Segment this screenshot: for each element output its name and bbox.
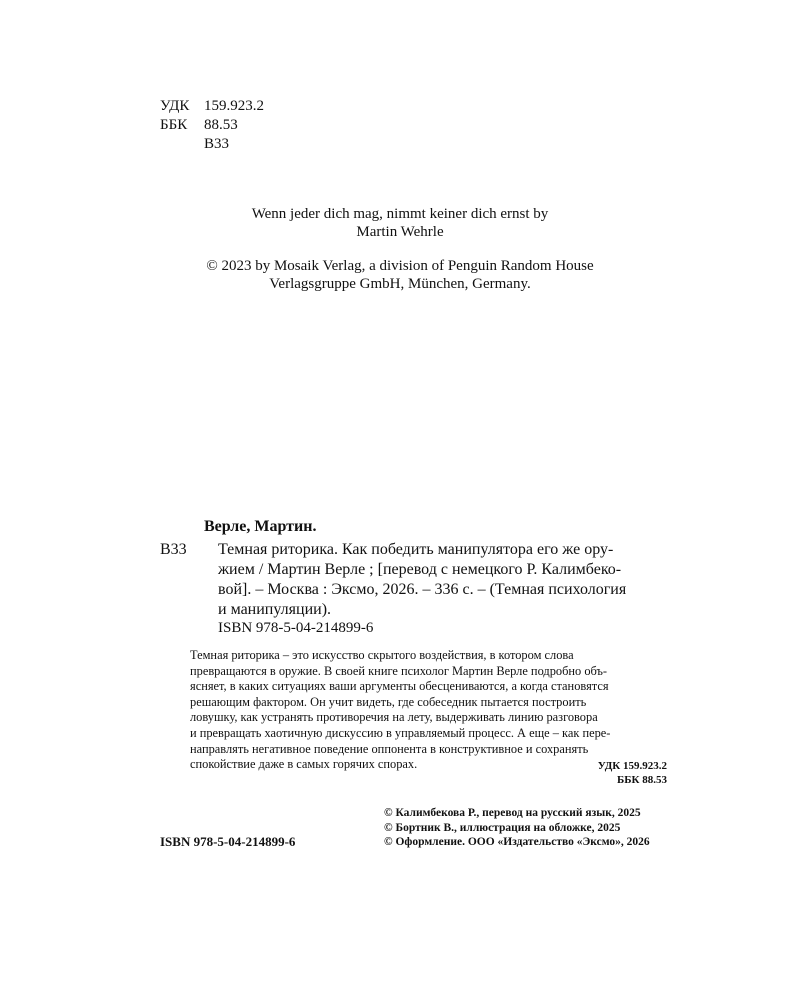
annotation-line: превращаются в оружие. В своей книге психолог Мартин Верле подробно объ- [190, 663, 608, 678]
record-line: жием / Мартин Верле ; [перевод с немецкого Р. Калимбеко- [218, 561, 622, 578]
record-line: и манипуляции). [218, 601, 332, 618]
annotation-line: Темная риторика – это искусство скрытого воздействия, в котором слова [190, 648, 574, 662]
original-copyright [150, 257, 650, 293]
annotation-classification [560, 759, 667, 787]
original-title-line: Wenn jeder dich mag, nimmt keiner dich ernst by [251, 206, 549, 222]
credits-block [384, 806, 650, 850]
author-code: В33 [204, 136, 230, 152]
classification-block [160, 97, 264, 154]
credit-line: © Калимбекова Р., перевод на русский язык, 2025 [384, 807, 641, 819]
record-isbn: ISBN 978-5-04-214899-6 [218, 620, 374, 636]
footer-isbn: ISBN 978-5-04-214899-6 [160, 834, 296, 849]
copyright-line: © 2023 by Mosaik Verlag, a division of Penguin Random House [206, 258, 594, 274]
udk-value: 159.923.2 [204, 98, 264, 114]
original-author-line: Martin Wehrle [356, 224, 444, 240]
annotation-line: и превращать хаотичную дискуссию в управляемый процесс. А еще – как пере- [190, 725, 611, 740]
annotation-line: решающим фактором. Он учит видеть, где собеседник пытается построить [190, 694, 587, 709]
annotation-line: спокойствие даже в самых горячих спорах. [190, 757, 418, 772]
annotation-line: направлять негативное поведение оппонента в конструктивное и сохранять [190, 741, 589, 756]
record-line: Темная риторика. Как победить манипулятора его же ору- [218, 541, 614, 558]
annotation-udk: УДК 159.923.2 [597, 760, 667, 772]
credit-line: © Оформление. ООО «Издательство «Эксмо», 2026 [384, 836, 650, 848]
annotation [190, 648, 666, 773]
record-author: Верле, Мартин. [204, 518, 317, 535]
original-title [150, 205, 650, 241]
record-code: В33 [160, 541, 187, 558]
annotation-line: ясняет, в каких ситуациях ваши аргументы обесцениваются, а когда становятся [190, 679, 609, 694]
udk-label: УДК [160, 98, 190, 114]
bbk-label: ББК [160, 117, 188, 133]
record-line: вой]. – Москва : Эксмо, 2026. – 336 с. – (Темная психология [218, 581, 627, 598]
credit-line: © Бортник В., иллюстрация на обложке, 2025 [384, 821, 621, 834]
record-description [218, 540, 668, 620]
bbk-value: 88.53 [204, 117, 238, 133]
annotation-bbk: ББК 88.53 [616, 774, 667, 786]
author-code-row [160, 135, 264, 154]
annotation-line: ловушку, как устранять противоречия на лету, выдерживать линию разговора [190, 710, 598, 725]
bbk-row [160, 116, 264, 135]
udk-row [160, 97, 264, 116]
copyright-line: Verlagsgruppe GmbH, München, Germany. [269, 276, 531, 292]
